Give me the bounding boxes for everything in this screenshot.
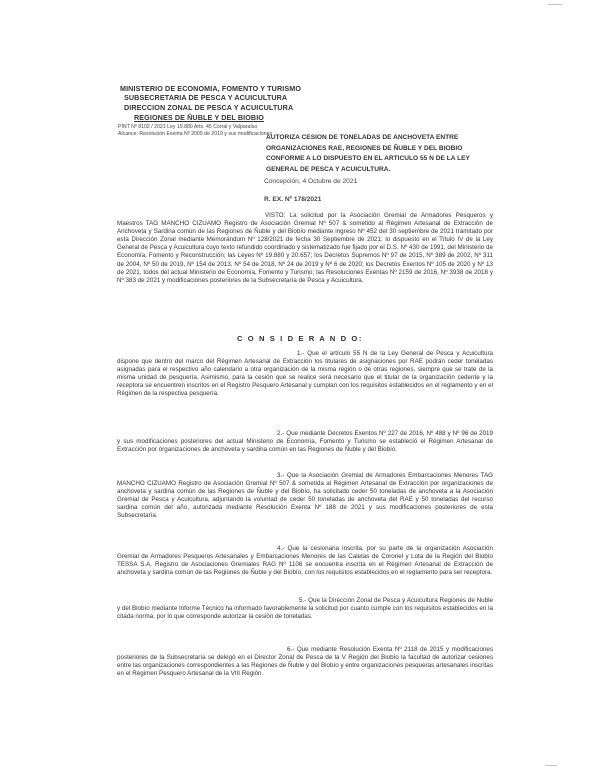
visto-paragraph: VISTO: La solicitud por la Asociación Gremial de Armadores Pesqueros y Maestros TAG MANCHO CIZUAMO Registro de Asociación Gremial Nº 507 & sometido al Régimen Artesanal de Extracción de Anchoveta y Sardina común de las Regiones de Ñuble y del Biobío mediante ingreso Nº 452 del 30 septiembre de 2021 tramitado por esta Dirección Zonal mediante Memorándum Nº 128/2021 de fecha 30 Septiembre de 2021; lo dispuesto en el Título IV de la Ley General de Pesca y Acuicultura cuyo texto refundido coordinado y sistematizado fue fijado por el D.S. Nº 430 de 1991, del Ministerio de Economía, Fomento y Reconstrucción; las Leyes Nº 19.880 y 20.657; los Decretos Supremos Nº 97 de 2015, Nº 389 de 2002, Nº 311 de 2004, Nº 50 de 2019, Nº 154 de 2013, Nº 54 de 2018, Nº 24 de 2019 y Nº 6 de 2020; los Decretos Exentos Nº 105 de 2020 y Nº 13 de 2021, todos del actual Ministerio de Economía, Fomento y Turismo; las Resoluciones Exentas Nº 2159 de 2016, Nº 3938 de 2018 y Nº 383 de 2021 y modificaciones posteriores de la Subsecretaría de Pesca y Acuicultura. (117, 212, 493, 284)
header-ministry: MINISTERIO DE ECONOMIA, FOMENTO Y TURISMO (120, 84, 302, 93)
considerando-5: 5.- Que la Dirección Zonal de Pesca y Acuicultura Regiones de Ñuble y del Biobío mediante Informe Técnico ha informado favorablemente la solicitud por cuanto cumple con los requisitos establecidos en la citada norma, por lo que corresponde autorizar la cesión de toneladas. (117, 597, 493, 621)
resolution-number: R. EX. Nº 178/2021 (264, 196, 322, 203)
place-date: Concepción, 4 Octubre de 2021 (264, 178, 358, 185)
header-direction: DIRECCION ZONAL DE PESCA Y ACUICULTURA (124, 103, 294, 112)
considerando-title: C O N S I D E R A N D O: (236, 333, 363, 343)
considerando-2: 2.- Que mediante Decretos Exentos Nº 227 de 2016, Nº 488 y Nº 96 de 2019 y sus modificaciones posteriores del actual Ministerio de Economía, Fomento y Turismo se estableció el Régimen Artesanal de Extracción por organizaciones de anchoveta y sardina común en las Regiones de Ñuble y del Biobío. (117, 430, 493, 454)
considerando-1: 1.- Que el artículo 55 N de la Ley General de Pesca y Acuicultura dispone que dentro del marco del Régimen Artesanal de Extracción los titulares de asignaciones por RAE podrán ceder toneladas asignadas para el respectivo año calendario a otra organización de la misma región o de otras regiones, siempre que se trate de la misma unidad de pesquería. Asimismo, para la cesión que se realice será necesario que el titular de la organización cedente y la receptora se encuentren inscritos en el Registro Pesquero Artesanal y cumplan con los requisitos establecidos en el reglamento y en el Régimen de la respectiva pesquería. (117, 350, 493, 398)
resolution-subject: AUTORIZA CESION DE TONELADAS DE ANCHOVETA ENTRE ORGANIZACIONES RAE, REGIONES DE ÑUBLE Y DEL BIOBIO CONFORME A LO DISPUESTO EN EL ARTICULO 55 N DE LA LEY GENERAL DE PESCA Y ACUICULTURA. (266, 134, 470, 173)
header-reference-1: PINT Nº 8102 / 2021 Ley 19.880 Arts. 45 Corral y Valparaíso (118, 124, 258, 130)
header-subsecretary: SUBSECRETARIA DE PESCA Y ACUICULTURA (124, 93, 288, 102)
header-reference-2: Alcance: Resolución Exenta Nº 2009 de 2019 y sus modificaciones (118, 131, 273, 137)
considerando-6: 6.- Que mediante Resolución Exenta Nº 2118 de 2015 y modificaciones posteriores de la Subsecretaría se delegó en el Director Zonal de Pesca de la V Región del Biobío la facultad de autorizar cesiones entre las organizaciones correspondientes a las Regiones de Ñuble y del Biobío y entre organizaciones pesqueras artesanales inscritas en el Régimen Pesquero Artesanal de la VIII Región. (117, 646, 493, 678)
scan-mark-top (548, 4, 562, 5)
considerando-3: 3.- Que la Asociación Gremial de Armadores Embarcaciones Menores TAG MANCHO CIZUAMO Registro de Asociación Gremial Nº 507 & sometida al Régimen Artesanal de Extracción por organizaciones de anchoveta y sardina común de las Regiones de Ñuble y del Biobío, ha solicitado ceder 50 toneladas de anchoveta a la Asociación Gremial de Pesca y Acuicultura, adjuntando la voluntad de ceder 50 toneladas de anchoveta del RAE y 50 toneladas del recurso sardina común del año, autorizada mediante Resolución Exenta Nº 188 de 2021 y sus modificaciones posteriores de esta Subsecretaría. (117, 472, 493, 520)
considerando-4: 4.- Que la cesionaria inscrita, por su parte de la organización Asociación Gremial de Armadores Pesqueros Artesanales y Embarcaciones Menores de las Caletas de Coronel y Lota de la Región del Biobío TESSA S.A. Registro de Asociaciones Gremiales RAG Nº 1106 se encuentra inscrita en el Régimen Artesanal de Extracción de anchoveta y sardina común de las Regiones de Ñuble y del Biobío, con los requisitos establecidos en el reglamento para ser receptora. (117, 545, 493, 577)
header-regions: REGIONES DE ÑUBLE Y DEL BIOBIO (134, 113, 265, 122)
scan-mark-bottom (545, 765, 557, 766)
